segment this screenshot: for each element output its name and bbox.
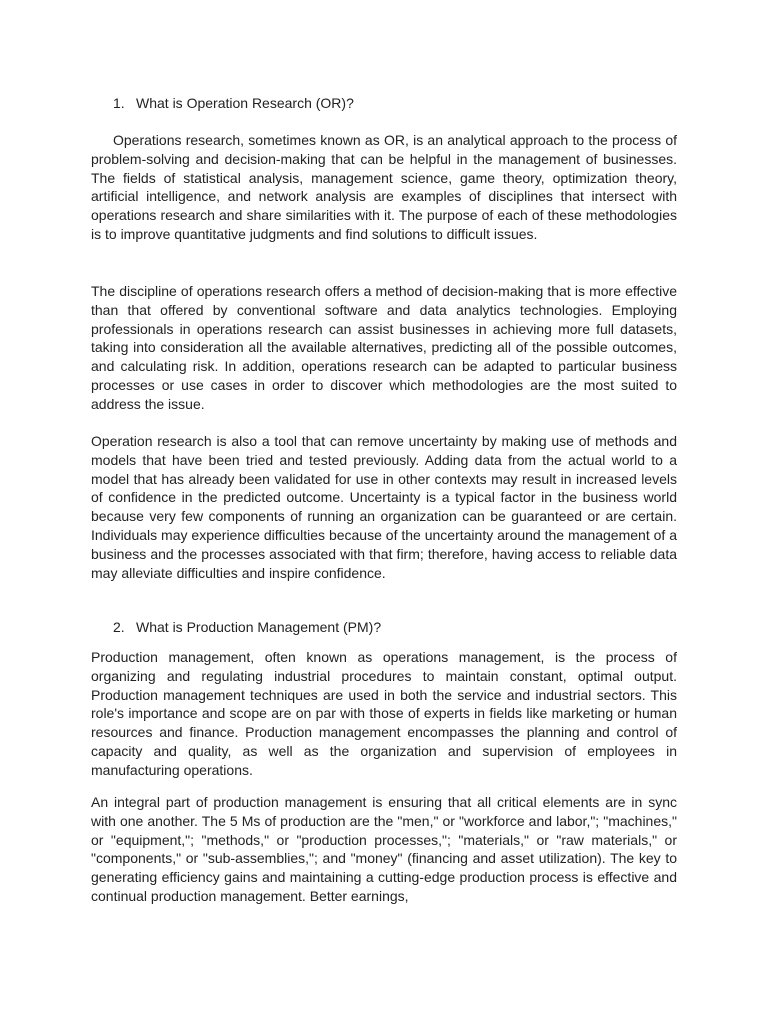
- section-1-paragraph-2: The discipline of operations research offers a method of decision-making that is more effective than that offered by conventional software and data analytics technologies. Employing professionals in operations research can assist businesses in achieving more full datasets, taking into consideration all the available alternatives, predicting all of the possible outcomes, and calculating risk. In addition, operations research can be adapted to particular business processes or use cases in order to discover which methodologies are the most suited to address the issue.: [91, 283, 677, 412]
- section-2-number: 2.: [113, 619, 125, 635]
- section-1-paragraph-3: Operation research is also a tool that can remove uncertainty by making use of methods and models that have been tried and tested previously. Adding data from the actual world to a model that has already been validated for use in other contexts may result in increased levels of confidence in the predicted outcome. Uncertainty is a typical factor in the business world because very few components of running an organization can be guaranteed or are certain. Individuals may experience difficulties because of the uncertainty around the management of a business and the processes associated with that firm; therefore, having access to reliable data may alleviate difficulties and inspire confidence.: [91, 433, 677, 581]
- section-2-paragraph-2: An integral part of production management is ensuring that all critical elements are in sync with one another. The 5 Ms of production are the "men," or "workforce and labor,"; "machines," or "equipment,"; "methods," or "production processes,"; "materials," or "raw materials," or "components," or "sub-assemblies,"; and "money" (financing and asset utilization). The key to generating efficiency gains and maintaining a cutting-edge production process is effective and continual production management. Better earnings,: [91, 794, 677, 904]
- section-2-paragraph-1: Production management, often known as operations management, is the process of organizing and regulating industrial procedures to maintain constant, optimal output. Production management techniques are used in both the service and industrial sectors. This role's importance and scope are on par with those of experts in fields like marketing or human resources and finance. Production management encompasses the planning and control of capacity and quality, as well as the organization and supervision of employees in manufacturing operations.: [91, 649, 677, 778]
- section-1-paragraph-1: Operations research, sometimes known as OR, is an analytical approach to the process of problem-solving and decision-making that can be helpful in the management of businesses. The fields of statistical analysis, management science, game theory, optimization theory, artificial intelligence, and network analysis are examples of disciplines that intersect with operations research and share similarities with it. The purpose of each of these methodologies is to improve quantitative judgments and find solutions to difficult issues.: [91, 132, 677, 242]
- section-1-number: 1.: [113, 95, 125, 111]
- section-2-heading: [113, 618, 381, 637]
- section-2-title: What is Production Management (PM)?: [136, 619, 382, 635]
- section-1-heading: [113, 94, 354, 113]
- section-1-title: What is Operation Research (OR)?: [136, 95, 354, 111]
